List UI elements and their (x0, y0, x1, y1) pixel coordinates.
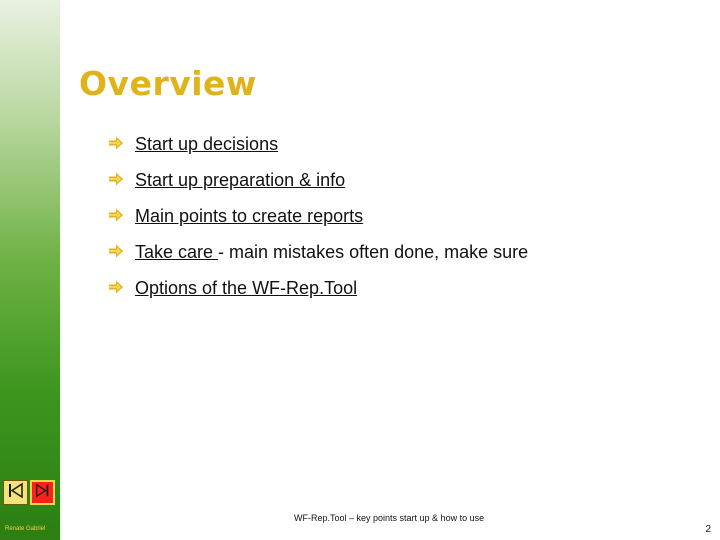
footer-text: WF-Rep.Tool – key points start up & how to use (294, 513, 485, 523)
prev-slide-icon (6, 481, 25, 505)
arrow-right-icon (108, 204, 135, 223)
arrow-right-icon (108, 168, 135, 187)
list-item (108, 204, 528, 240)
list-item (108, 168, 528, 204)
page-number: 2 (705, 524, 711, 535)
bullet-link[interactable]: Take care (135, 242, 219, 262)
bullet-link[interactable]: Start up decisions (135, 134, 279, 154)
bullet-text (135, 132, 278, 156)
next-slide-icon (34, 482, 51, 504)
bullet-link[interactable]: Options of the WF-Rep.Tool (135, 278, 358, 298)
bullet-link[interactable]: Start up preparation & info (135, 170, 346, 190)
slide-title: Overview (79, 64, 257, 103)
bullet-text (135, 204, 363, 228)
arrow-right-icon (108, 276, 135, 295)
prev-slide-button[interactable] (3, 480, 28, 505)
author-credit: Renate Gabriel (5, 526, 46, 532)
bullet-link[interactable]: Main points to create reports (135, 206, 364, 226)
arrow-right-icon (108, 240, 135, 259)
list-item (108, 240, 528, 276)
list-item (108, 132, 528, 168)
list-item (108, 276, 528, 312)
green-sidebar (0, 0, 60, 540)
bullet-text (135, 240, 528, 264)
arrow-right-icon (108, 132, 135, 151)
next-slide-button[interactable] (30, 480, 55, 505)
bullet-list (108, 132, 528, 312)
bullet-text (135, 276, 357, 300)
bullet-rest: - main mistakes often done, make sure (218, 242, 529, 262)
sidebar-edge (60, 0, 62, 540)
slide-nav (3, 480, 55, 505)
bullet-text (135, 168, 345, 192)
